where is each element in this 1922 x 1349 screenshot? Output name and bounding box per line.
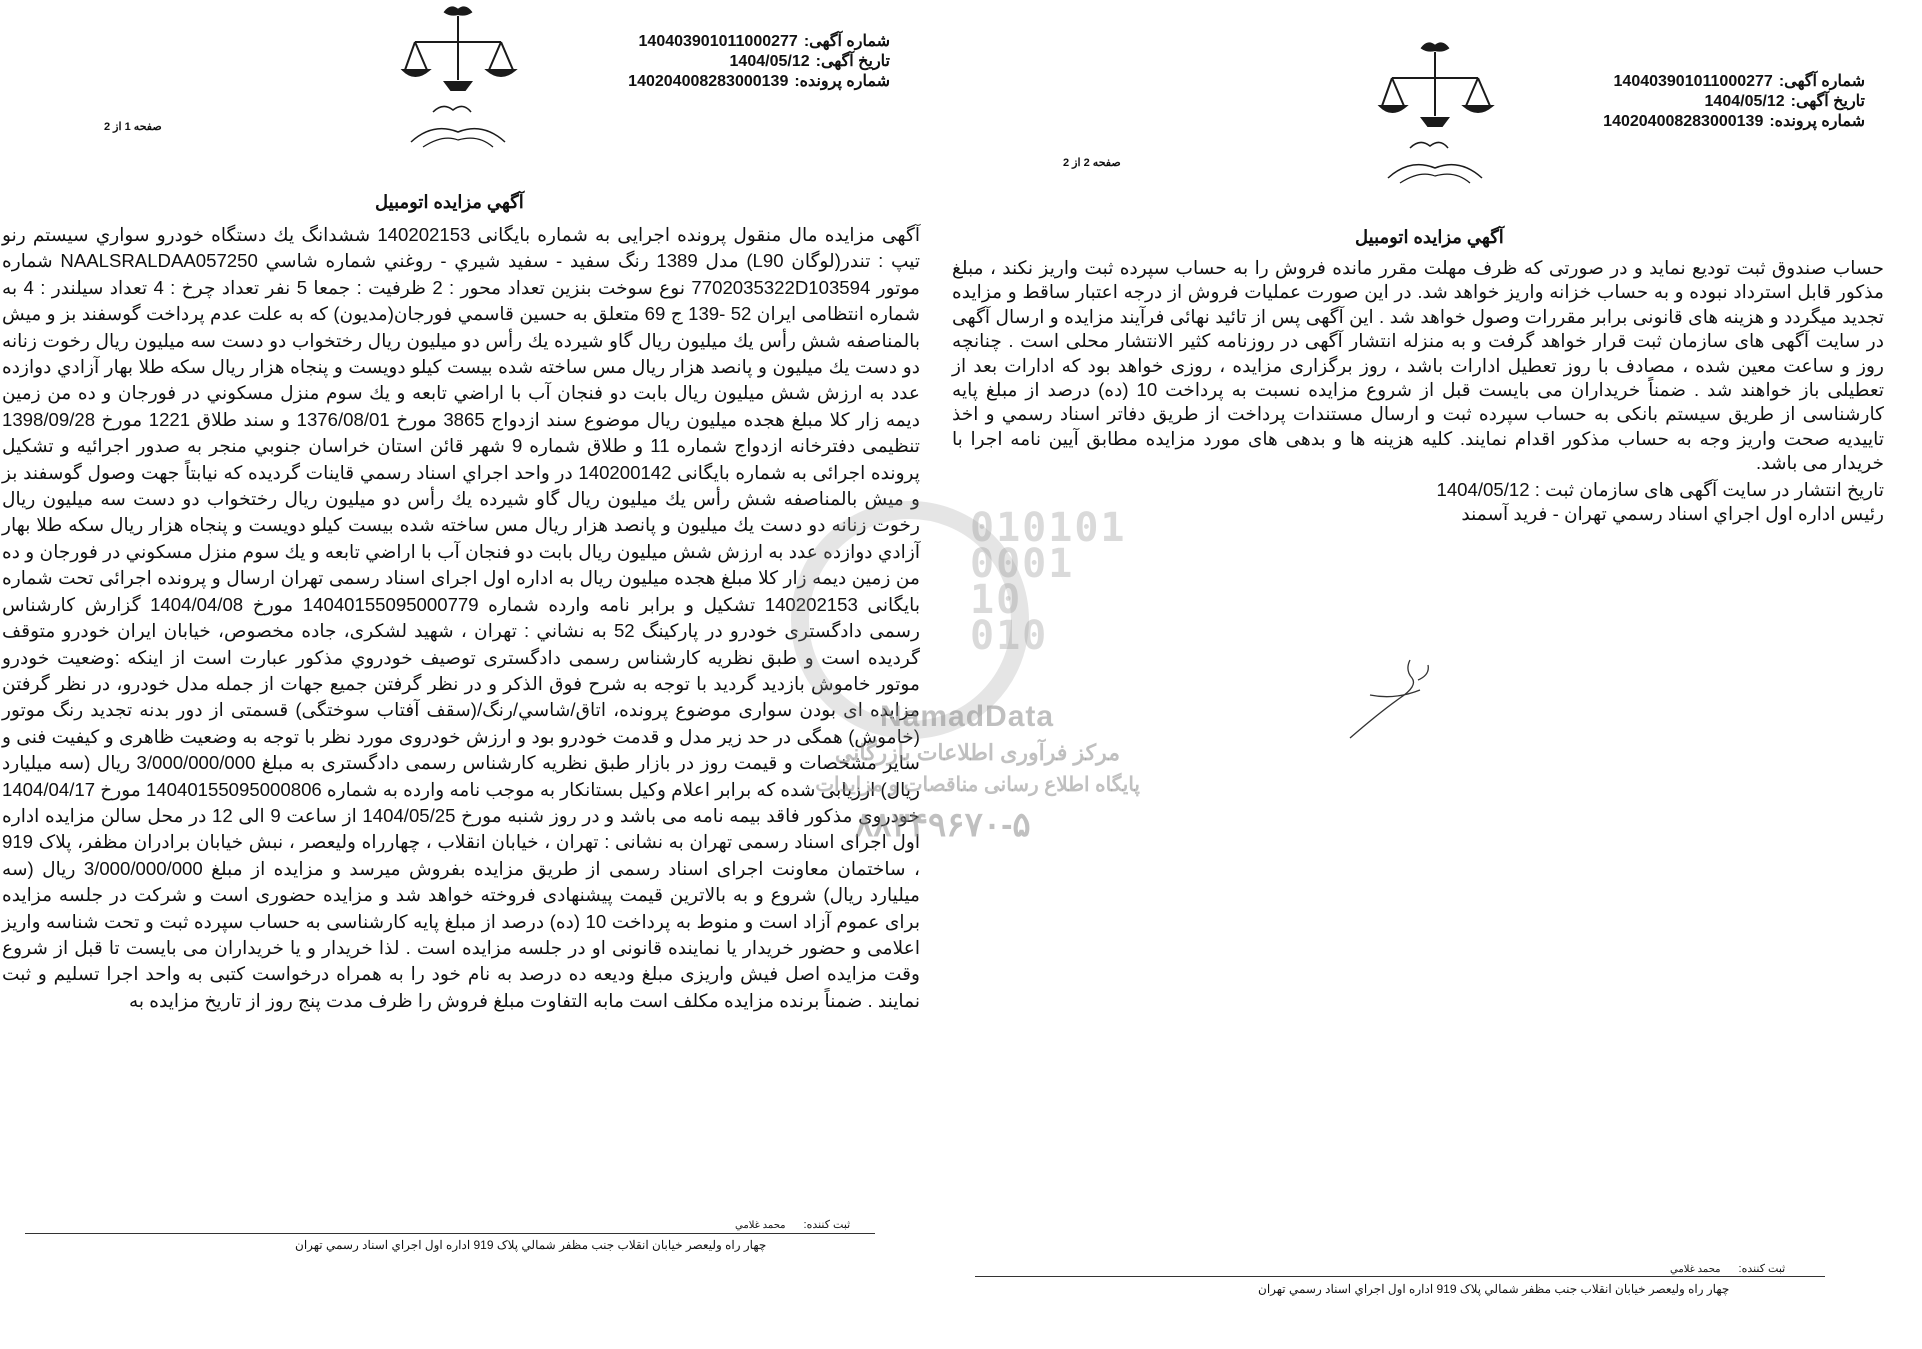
publish-date-line: تاريخ انتشار در سايت آگهی های سازمان ثبت : 1404/05/12	[1436, 478, 1884, 500]
ad-date: 1404/05/12	[1704, 93, 1785, 110]
signatory-line: رئيس اداره اول اجراي اسناد رسمي تهران - فريد آسمند	[1461, 503, 1884, 525]
ad-number-row: شماره آگهی:140403901011000277	[1613, 73, 1865, 90]
watermark-line-1: مرکز فرآوری اطلاعات بازرگانی	[834, 740, 1120, 765]
judiciary-emblem-icon	[393, 2, 523, 152]
notice-page-1	[0, 0, 950, 1349]
registrar-label: ثبت كننده:	[803, 1219, 851, 1231]
ad-number-row: شماره آگهی:14040390101100027​7	[638, 33, 890, 50]
office-address: چهار راه وليعصر خيابان انقلاب جنب مظفر شمالي پلاک 919 اداره اول اجراي اسناد رسمي تهران	[295, 1238, 767, 1252]
judiciary-emblem-icon	[1370, 38, 1500, 188]
watermark-digits: 010101 0001 10 010	[970, 505, 1127, 659]
registrar-label: ثبت كننده:	[1738, 1263, 1786, 1275]
watermark-phone: ۸۸۳۴۹۶۷۰-۵	[855, 806, 1031, 844]
case-number: 140204008283000139	[1603, 113, 1764, 130]
notice-title: آگهي مزايده اتومبيل	[1355, 227, 1504, 247]
notice-body: آگهی مزایده مال منقول پرونده اجرایی به شماره بایگانی 140202153 ششدانگ يك دستگاه خودرو سواري سيستم رنو تيپ : تندر(لوگان L90) مدل 1389 رنگ سفيد - سفيد شيري - روغني شماره شاسي NAALSRALDAA057250 شماره موتور 7702035322D103594 نوع سوخت بنزين تعداد محور : 2 ظرفيت : جمعا 5 نفر تعداد چرخ : 4 تعداد سيلندر : 4 به شماره انتظامی ايران 52 -139 ج 69 متعلق به حسين قاسمي فورجان(مديون) كه به علت عدم پرداخت گوسفند بز و ميش بالمناصفه شش رأس يك ميليون ريال گاو شيرده يك رأس دو ميليون ريال رختخواب دو دست سه ميليون ريال رخوت زنانه دو دست يك ميليون و پانصد هزار ريال مس ساخته شده بيست كيلو دويست و پنجاه هزار ريال سكه طلا بهار آزادي دوازده عدد به ارزش شش ميليون ريال بابت دو فنجان آب با اراضي تابعه و يك سوم منزل مسكوني در فورجان و ده من زمين ديمه زار كلا مبلغ هجده ميليون ريال موضوع سند ازدواج 3865 مورخ 1376/08/01 و سند طلاق 1221 مورخ 1398/09/28 تنظيمی دفترخانه ازدواج شماره 11 و طلاق شماره 9 شهر قائن استان خراسان جنوبي منجر به صدور اجرائيه و تشكيل پرونده اجرائی به شماره بايگانی 140200142 در واحد اجراي اسناد رسمي قاينات گرديده كه نيابتاً جهت وصول گوسفند بز و ميش بالمناصفه شش رأس يك ميليون ريال گاو شيرده يك رأس دو ميليون ريال رختخواب دو دست سه ميليون ريال رخوت زنانه دو دست يك ميليون و پانصد هزار ريال مس ساخته شده بيست كيلو دويست و پنجاه هزار ريال سكه طلا بهار آزادي دوازده عدد به ارزش شش ميليون ريال بابت دو فنجان آب با اراضي تابعه و يك سوم منزل مسكوني در فورجان و ده من زمين ديمه زار كلا مبلغ هجده ميليون ريال به اداره اول اجرای اسناد رسمی تهران ارسال و پرونده اجرائی تحت شماره بایگانی 140202153 تشكيل و برابر نامه وارده شماره 14040155095000779 مورخ 1404/04/08 گزارش كارشناس رسمی دادگستری خودرو در پاركينگ 52 به نشاني : تهران ، شهيد لشكری، جاده مخصوص، خيابان ايران خودرو متوقف گرديده است و طبق نظريه كارشناس رسمی دادگستری توصيف خودروي مذكور عبارت است از اينكه :وضعيت خودرو موتور خاموش بازديد گرديد با توجه به شرح فوق الذكر و در نظر گرفتن جميع جهات از جمله مدل خودرو، در نظر گرفتن مزايده ای بودن سواری موضوع پرونده، اتاق/شاسي/رنگ/(سقف آفتاب سوختگی) قسمتی از دور بدنه تجديد رنگ موتور (خاموش) همگی در حد زير مدل و قدمت خودرو بود و ارزش خودروی مورد نظر با توجه به وضعيت ظاهری و كيفيت فنی و ساير مشخصات و قيمت روز در بازار طبق نظريه كارشناس رسمی دادگستری به مبلغ 3/000/000/000 ريال (سه ميليارد ريال) ارزيابی شده كه برابر اعلام وكيل بستانكار به موجب نامه وارده به شماره 14040155095000806 مورخ 1404/04/17 خودروی مذكور فاقد بيمه نامه می باشد و در روز شنبه مورخ 1404/05/25 از ساعت 9 الی 12 در محل سالن مزايده اداره اول اجرای اسناد رسمی تهران به نشانی : تهران ، خيابان انقلاب ، چهارراه وليعصر ، نبش خيابان برادران مظفر، پلاک 919 ، ساختمان معاونت اجرای اسناد رسمی از طريق مزايده بفروش ميرسد و مزايده از مبلغ 3/000/000/000 ريال (سه ميليارد ريال) شروع و به بالاترين قيمت پيشنهادی فروخته خواهد شد و مزايده حضوری است و شركت در جلسه مزايده برای عموم آزاد است و منوط به پرداخت 10 (ده) درصد از مبلغ پايه كارشناسی به حساب سپرده ثبت و تحت شناسه واريز اعلامی و حضور خريدار يا نماينده قانونی او در جلسه مزايده است . لذا خريدار و يا خريداران می بايست تا قبل از شروع وقت مزايده اصل فيش واريزی مبلغ وديعه ده درصد به نام خود را به همراه درخواست كتبی به واحد اجرا تسليم و ثبت نمايند . ضمناً برنده مزايده مكلف است مابه التفاوت مبلغ فروش را ظرف مدت پنج روز از تاريخ مزايده به	[2, 224, 921, 1011]
case-number-row: شماره پرونده:140204008283000139	[628, 73, 890, 90]
case-number-row: شماره پرونده:140204008283000139	[1603, 113, 1865, 130]
ad-date-row: تاریخ آگهی:1404/05/12	[1704, 93, 1865, 110]
page-number: صفحه 1 از 2	[104, 121, 162, 133]
watermark-line-2: پایگاه اطلاع رسانی مناقصات و مزایدات	[815, 774, 1140, 796]
footer-divider	[975, 1276, 1825, 1277]
watermark-brand: NamadData	[880, 700, 1055, 733]
office-address: چهار راه وليعصر خيابان انقلاب جنب مظفر شمالي پلاک 919 اداره اول اجراي اسناد رسمي تهران	[1258, 1282, 1730, 1296]
page-number: صفحه 2 از 2	[1063, 157, 1121, 169]
notice-body-text: حساب صندوق ثبت توديع نمايد و در صورتی كه ظرف مهلت مقرر مانده فروش را به حساب سپرده ثبت واريز نكند ، مبلغ مذكور قابل استرداد نبوده و به حساب خزانه واريز خواهد شد. در اين صورت عمليات فروش از درجه اعتبار ساقط و مزايده تجديد ميگردد و هزينه های قانونی برابر مقررات وصول خواهد شد . اين آگهی پس از تائيد نهائی فرآيند مزايده و ارسال آگهی در سايت آگهی های سازمان ثبت قرار خواهد گرفت و به منزله انتشار آگهی در روزنامه كثير الانتشار محلی است . چنانچه روز و ساعت معين شده ، مصادف با روز تعطيل ادارات باشد ، روز برگزاری مزايده ، روزی خواهد بود كه ادارات بعد از تعطيلی باز خواهند شد . ضمناً خريداران می بايست قبل از شروع مزايده نسبت به پرداخت 10 (ده) درصد از مبلغ پايه كارشناسی از طريق سيستم بانكی به حساب سپرده ثبت و ارسال مستندات پرداخت از طريق دفاتر اسناد رسمي و اخذ تاييديه صحت واريز وجه به حساب مذكور اقدام نمايند. كليه هزينه ها و بدهی های مورد مزايده مطابق آيين نامه اجرا با خريدار می باشد.	[952, 257, 1884, 474]
footer-divider	[25, 1233, 875, 1234]
handwritten-signature	[1310, 650, 1460, 750]
ad-number: 140403901011000277	[1613, 73, 1773, 90]
ad-number: 14040390101100027​7	[638, 33, 798, 50]
notice-meta	[1535, 72, 1865, 132]
registrar	[1670, 1262, 1785, 1275]
notice-meta	[560, 32, 890, 92]
notice-title: آگهي مزايده اتومبيل	[375, 192, 524, 212]
notice-body-2	[952, 256, 1884, 526]
registrar-name: محمد غلامي	[735, 1220, 786, 1231]
ad-date-row: تاریخ آگهی:1404/05/12	[729, 53, 890, 70]
registrar	[735, 1218, 850, 1231]
case-number: 140204008283000139	[628, 73, 789, 90]
ad-date: 1404/05/12	[729, 53, 810, 70]
registrar-name: محمد غلامي	[1670, 1264, 1721, 1275]
